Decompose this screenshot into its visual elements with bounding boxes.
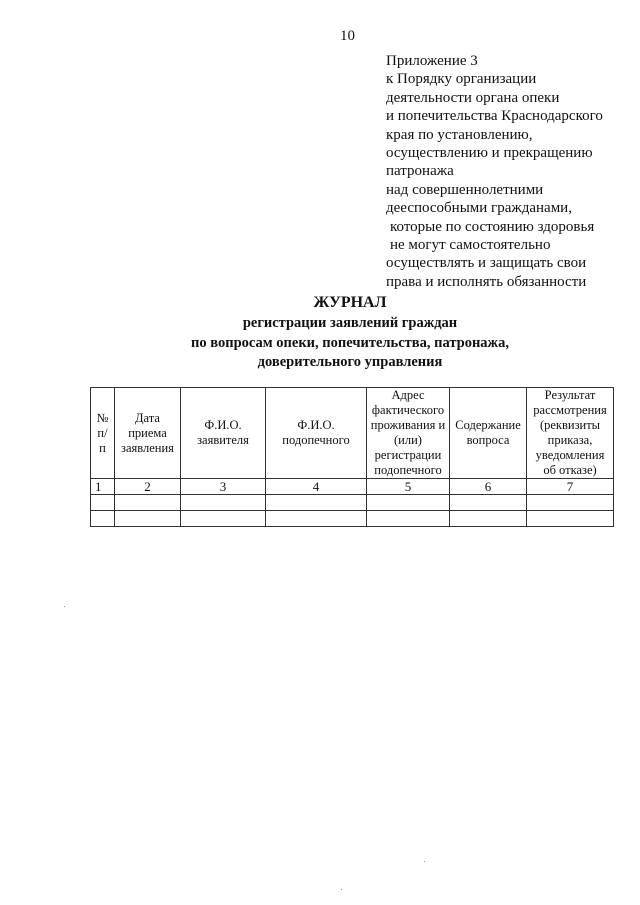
appendix-line: деятельности органа опеки xyxy=(386,89,560,106)
column-number: 1 xyxy=(91,479,115,495)
title-line: доверительного управления xyxy=(257,354,443,370)
table-cell xyxy=(181,495,266,511)
table-cell xyxy=(450,495,527,511)
table-cell xyxy=(115,511,181,527)
appendix-line: права и исполнять обязанности xyxy=(386,273,587,290)
title-main: ЖУРНАЛ xyxy=(313,294,387,311)
table-cell xyxy=(266,511,367,527)
scan-speck xyxy=(64,606,65,607)
column-header-result: Результат рассмотрения (реквизиты приказа, уведомления об отказе) xyxy=(527,388,614,479)
column-header-address: Адрес фактического проживания и (или) регистрации подопечного xyxy=(367,388,450,479)
document-title xyxy=(100,293,600,373)
appendix-line: осуществлять и защищать свои xyxy=(386,255,587,272)
appendix-line: дееспособными гражданами, xyxy=(386,200,572,217)
column-number: 6 xyxy=(450,479,527,495)
appendix-line: к Порядку организации xyxy=(386,71,537,88)
column-header-ward: Ф.И.О. подопечного xyxy=(266,388,367,479)
table-cell xyxy=(527,511,614,527)
table-cell xyxy=(367,511,450,527)
table-cell xyxy=(115,495,181,511)
appendix-line: над совершеннолетними xyxy=(386,181,544,198)
column-header-subject: Содержание вопроса xyxy=(450,388,527,479)
appendix-heading xyxy=(386,52,626,291)
column-number: 7 xyxy=(527,479,614,495)
column-header-number: № п/ п xyxy=(91,388,115,479)
journal-table xyxy=(90,387,614,527)
appendix-line: Приложение 3 xyxy=(386,53,478,69)
page-number: 10 xyxy=(340,28,355,44)
table-cell xyxy=(367,495,450,511)
column-number: 5 xyxy=(367,479,450,495)
appendix-line: не могут самостоятельно xyxy=(390,237,551,254)
title-line: по вопросам опеки, попечительства, патронажа, xyxy=(191,334,509,351)
table-cell xyxy=(181,511,266,527)
scan-speck xyxy=(424,861,425,862)
table-cell xyxy=(91,495,115,511)
appendix-line: которые по состоянию здоровья xyxy=(390,218,595,235)
table-cell xyxy=(450,511,527,527)
table-cell xyxy=(527,495,614,511)
column-number: 4 xyxy=(266,479,367,495)
table-row xyxy=(91,495,614,511)
table-row xyxy=(91,511,614,527)
title-line: регистрации заявлений граждан xyxy=(242,315,458,331)
table-cell xyxy=(266,495,367,511)
appendix-line: осуществлению и прекращению xyxy=(386,145,593,162)
appendix-line: края по установлению, xyxy=(386,126,533,143)
column-header-applicant: Ф.И.О. заявителя xyxy=(181,388,266,479)
column-number-row xyxy=(91,479,614,495)
appendix-line: патронажа xyxy=(386,163,454,180)
column-header-date: Дата приема заявления xyxy=(115,388,181,479)
table-header-row xyxy=(91,388,614,479)
table-cell xyxy=(91,511,115,527)
column-number: 2 xyxy=(115,479,181,495)
scan-speck xyxy=(341,889,342,890)
appendix-line: и попечительства Краснодарского xyxy=(386,108,603,125)
column-number: 3 xyxy=(181,479,266,495)
